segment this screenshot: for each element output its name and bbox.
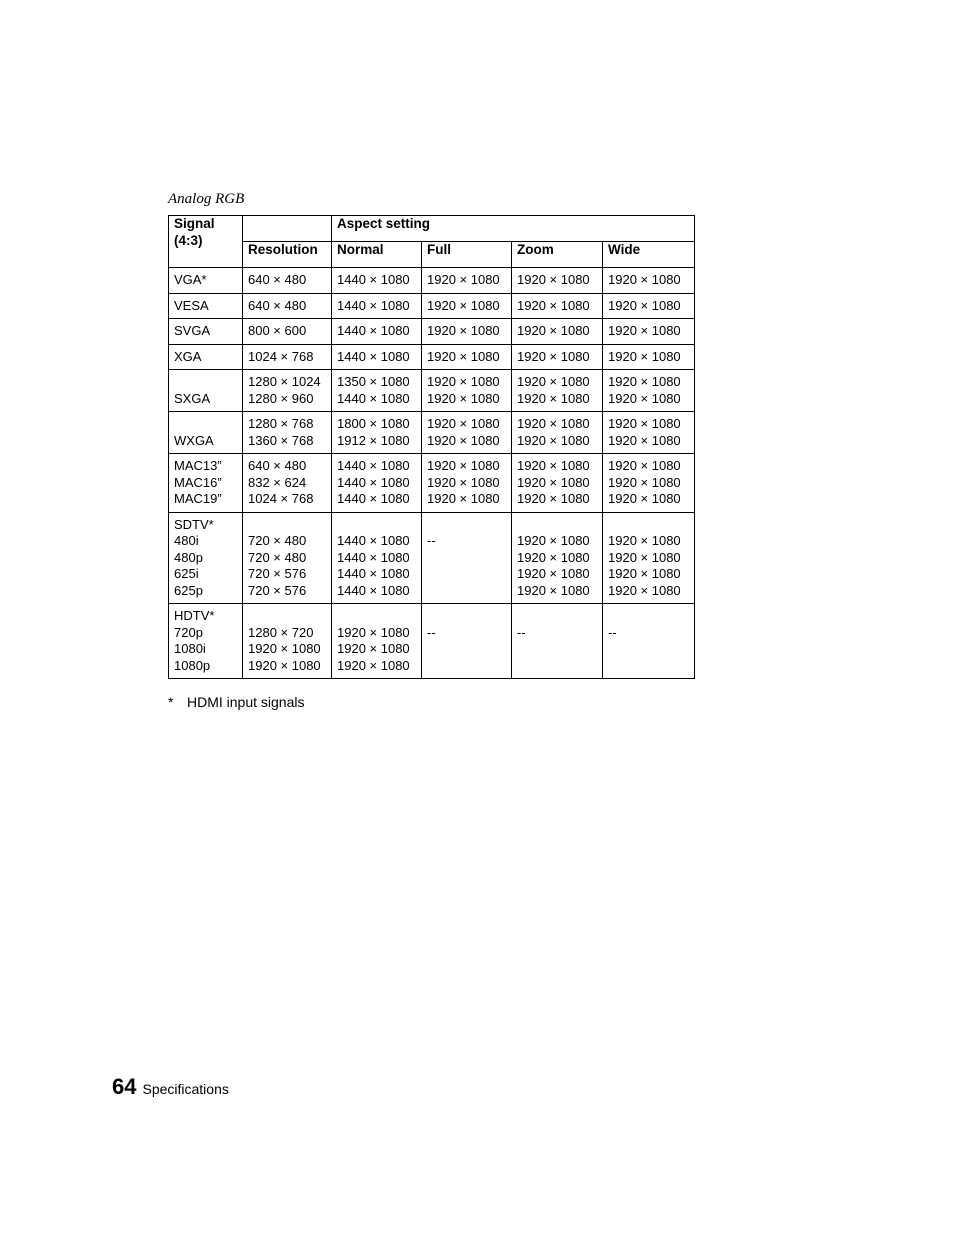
resolution-cell-line: 1360 × 768 xyxy=(248,432,314,448)
table-row xyxy=(169,370,695,412)
full-cell xyxy=(422,512,512,604)
table-row xyxy=(169,512,695,604)
normal-cell-line: 1440 × 1080 xyxy=(337,566,410,581)
resolution-cell xyxy=(243,604,332,679)
resolution-cell-line: 1280 × 960 xyxy=(248,390,314,406)
resolution-cell-line: 832 × 624 xyxy=(248,474,307,490)
table-row xyxy=(169,268,695,294)
full-cell xyxy=(422,268,512,294)
full-cell xyxy=(422,344,512,370)
footnote-marker: * xyxy=(168,694,174,710)
resolution-cell-line: 1024 × 768 xyxy=(248,348,314,364)
zoom-cell xyxy=(512,370,603,412)
zoom-cell-line: 1920 × 1080 xyxy=(517,348,590,364)
aspect-setting-header: Aspect setting xyxy=(332,216,695,242)
normal-cell-line: 1440 × 1080 xyxy=(337,474,410,490)
wide-column-header: Wide xyxy=(603,242,695,268)
resolution-cell-line: 800 × 600 xyxy=(248,323,307,338)
normal-cell-line: 1440 × 1080 xyxy=(337,533,410,548)
normal-cell-line: 1912 × 1080 xyxy=(337,432,410,448)
signal-cell-line: SXGA xyxy=(174,390,211,406)
signal-cell xyxy=(169,268,243,294)
normal-cell-line: 1440 × 1080 xyxy=(337,458,410,473)
wide-cell xyxy=(603,319,695,345)
signal-cell xyxy=(169,293,243,319)
signal-column-header: Signal (4:3) xyxy=(169,216,243,268)
resolution-cell xyxy=(243,412,332,454)
wide-cell-line: 1920 × 1080 xyxy=(608,491,681,506)
normal-cell xyxy=(332,370,422,412)
signal-cell-line: HDTV* xyxy=(174,608,215,623)
normal-cell-line: 1440 × 1080 xyxy=(337,491,410,506)
zoom-cell-line xyxy=(517,517,597,534)
wide-cell-line: 1920 × 1080 xyxy=(608,297,681,313)
table-row xyxy=(169,344,695,370)
full-cell xyxy=(422,370,512,412)
full-cell xyxy=(422,293,512,319)
wide-cell-line: 1920 × 1080 xyxy=(608,533,681,548)
signal-cell xyxy=(169,454,243,513)
normal-cell-line: 1440 × 1080 xyxy=(337,582,410,598)
full-cell-line: 1920 × 1080 xyxy=(427,416,500,431)
footnote-text: HDMI input signals xyxy=(187,694,305,710)
resolution-cell-line: 640 × 480 xyxy=(248,272,307,287)
normal-cell xyxy=(332,412,422,454)
table-caption: Analog RGB xyxy=(168,191,245,207)
table-row xyxy=(169,412,695,454)
zoom-cell-line: 1920 × 1080 xyxy=(517,323,590,338)
wide-cell-line: 1920 × 1080 xyxy=(608,549,681,565)
normal-cell xyxy=(332,319,422,345)
signal-cell xyxy=(169,512,243,604)
signal-cell xyxy=(169,370,243,412)
signal-cell xyxy=(169,319,243,345)
signal-cell-line: 480i xyxy=(174,533,199,548)
zoom-cell-line: -- xyxy=(517,624,526,640)
section-name: Specifications xyxy=(142,1081,229,1097)
aspect-settings-table xyxy=(168,215,695,679)
zoom-cell xyxy=(512,319,603,345)
signal-cell-line: XGA xyxy=(174,348,202,364)
page-number: 64 xyxy=(112,1074,137,1099)
normal-cell-line: 1440 × 1080 xyxy=(337,323,410,338)
signal-cell-line: WXGA xyxy=(174,432,214,448)
zoom-cell xyxy=(512,604,603,679)
signal-cell-line: 625i xyxy=(174,566,199,581)
wide-cell-line: 1920 × 1080 xyxy=(608,323,681,338)
wide-cell-line: 1920 × 1080 xyxy=(608,432,681,448)
resolution-cell xyxy=(243,293,332,319)
normal-cell-line: 1440 × 1080 xyxy=(337,272,410,287)
signal-cell-line: 1080p xyxy=(174,657,211,673)
signal-cell-line: SVGA xyxy=(174,323,211,338)
resolution-cell xyxy=(243,319,332,345)
wide-cell xyxy=(603,370,695,412)
full-cell-line: 1920 × 1080 xyxy=(427,323,500,338)
table-row xyxy=(169,319,695,345)
wide-cell-line: 1920 × 1080 xyxy=(608,566,681,581)
wide-cell xyxy=(603,512,695,604)
wide-cell xyxy=(603,344,695,370)
zoom-cell-line: 1920 × 1080 xyxy=(517,374,590,389)
normal-column-header: Normal xyxy=(332,242,422,268)
normal-cell-line: 1350 × 1080 xyxy=(337,374,410,389)
zoom-cell-line: 1920 × 1080 xyxy=(517,390,590,406)
signal-cell xyxy=(169,344,243,370)
blank-header-cell xyxy=(243,216,332,242)
table-body xyxy=(169,268,695,679)
signal-cell-line: VGA* xyxy=(174,272,207,287)
full-cell-line: 1920 × 1080 xyxy=(427,432,500,448)
resolution-cell-line xyxy=(248,517,326,534)
signal-cell-line: MAC16” xyxy=(174,474,222,490)
full-cell-line: 1920 × 1080 xyxy=(427,491,500,506)
page-footer xyxy=(112,1074,229,1100)
resolution-cell xyxy=(243,512,332,604)
resolution-cell xyxy=(243,370,332,412)
wide-cell xyxy=(603,604,695,679)
resolution-cell-line: 1280 × 768 xyxy=(248,416,314,431)
signal-cell-line: 480p xyxy=(174,549,203,565)
signal-cell-line xyxy=(174,416,237,433)
full-cell-line: 1920 × 1080 xyxy=(427,474,500,490)
zoom-cell-line xyxy=(517,608,597,625)
zoom-cell xyxy=(512,412,603,454)
full-column-header: Full xyxy=(422,242,512,268)
resolution-cell-line: 720 × 576 xyxy=(248,582,307,598)
zoom-cell-line: 1920 × 1080 xyxy=(517,491,590,506)
full-cell-line: 1920 × 1080 xyxy=(427,348,500,364)
full-cell-line xyxy=(427,517,506,534)
resolution-cell-line: 1024 × 768 xyxy=(248,491,314,506)
wide-cell-line: 1920 × 1080 xyxy=(608,416,681,431)
normal-cell-line: 1440 × 1080 xyxy=(337,348,410,364)
normal-cell xyxy=(332,512,422,604)
full-cell-line: 1920 × 1080 xyxy=(427,374,500,389)
wide-cell-line: 1920 × 1080 xyxy=(608,474,681,490)
resolution-cell-line: 640 × 480 xyxy=(248,297,307,313)
wide-cell-line: 1920 × 1080 xyxy=(608,348,681,364)
zoom-cell xyxy=(512,454,603,513)
wide-cell-line: 1920 × 1080 xyxy=(608,458,681,473)
wide-cell-line: 1920 × 1080 xyxy=(608,582,681,598)
full-cell-line: 1920 × 1080 xyxy=(427,272,500,287)
zoom-cell xyxy=(512,512,603,604)
resolution-cell-line: 1920 × 1080 xyxy=(248,641,321,656)
full-cell xyxy=(422,454,512,513)
zoom-column-header: Zoom xyxy=(512,242,603,268)
signal-cell-line: 1080i xyxy=(174,641,206,656)
full-cell-line: -- xyxy=(427,533,436,548)
resolution-cell-line: 1280 × 1024 xyxy=(248,374,321,389)
table-row xyxy=(169,454,695,513)
zoom-cell-line: 1920 × 1080 xyxy=(517,272,590,287)
normal-cell-line: 1440 × 1080 xyxy=(337,390,410,406)
zoom-cell-line: 1920 × 1080 xyxy=(517,549,590,565)
normal-cell-line: 1920 × 1080 xyxy=(337,657,410,673)
signal-cell-line: SDTV* xyxy=(174,516,214,532)
resolution-cell-line: 1920 × 1080 xyxy=(248,657,321,673)
zoom-cell xyxy=(512,293,603,319)
wide-cell xyxy=(603,268,695,294)
resolution-cell-line: 720 × 576 xyxy=(248,566,307,581)
signal-cell-line: VESA xyxy=(174,297,209,313)
zoom-cell-line: 1920 × 1080 xyxy=(517,458,590,473)
resolution-cell-line: 640 × 480 xyxy=(248,458,307,473)
resolution-cell xyxy=(243,268,332,294)
resolution-cell-line: 720 × 480 xyxy=(248,549,307,565)
zoom-cell xyxy=(512,268,603,294)
wide-cell-line xyxy=(608,517,689,534)
footnote xyxy=(168,694,305,710)
normal-cell-line: 1440 × 1080 xyxy=(337,549,410,565)
full-cell-line xyxy=(427,608,506,625)
wide-cell-line xyxy=(608,608,689,625)
resolution-column-header: Resolution xyxy=(243,242,332,268)
full-cell xyxy=(422,412,512,454)
signal-cell xyxy=(169,604,243,679)
wide-cell xyxy=(603,454,695,513)
resolution-cell-line: 720 × 480 xyxy=(248,533,307,548)
normal-cell-line xyxy=(337,608,416,625)
resolution-cell xyxy=(243,454,332,513)
normal-cell xyxy=(332,454,422,513)
full-cell xyxy=(422,604,512,679)
wide-cell xyxy=(603,412,695,454)
zoom-cell-line: 1920 × 1080 xyxy=(517,416,590,431)
normal-cell xyxy=(332,604,422,679)
signal-cell-line: MAC13” xyxy=(174,458,222,473)
signal-cell xyxy=(169,412,243,454)
resolution-cell-line xyxy=(248,608,326,625)
normal-cell-line: 1920 × 1080 xyxy=(337,624,410,640)
signal-cell-line: 720p xyxy=(174,624,203,640)
normal-cell-line: 1920 × 1080 xyxy=(337,641,410,656)
full-cell-line: -- xyxy=(427,624,436,640)
resolution-cell-line: 1280 × 720 xyxy=(248,624,314,640)
normal-cell xyxy=(332,268,422,294)
wide-cell-line: 1920 × 1080 xyxy=(608,390,681,406)
full-cell-line: 1920 × 1080 xyxy=(427,297,500,313)
normal-cell xyxy=(332,293,422,319)
wide-cell-line: -- xyxy=(608,624,617,640)
signal-cell-line: 625p xyxy=(174,582,203,598)
full-cell-line: 1920 × 1080 xyxy=(427,458,500,473)
signal-cell-line xyxy=(174,374,237,391)
table-row xyxy=(169,604,695,679)
normal-cell xyxy=(332,344,422,370)
wide-cell xyxy=(603,293,695,319)
wide-cell-line: 1920 × 1080 xyxy=(608,272,681,287)
table-row xyxy=(169,293,695,319)
normal-cell-line: 1800 × 1080 xyxy=(337,416,410,431)
normal-cell-line xyxy=(337,517,416,534)
zoom-cell-line: 1920 × 1080 xyxy=(517,566,590,581)
zoom-cell-line: 1920 × 1080 xyxy=(517,432,590,448)
normal-cell-line: 1440 × 1080 xyxy=(337,297,410,313)
full-cell xyxy=(422,319,512,345)
zoom-cell-line: 1920 × 1080 xyxy=(517,582,590,598)
zoom-cell xyxy=(512,344,603,370)
zoom-cell-line: 1920 × 1080 xyxy=(517,297,590,313)
zoom-cell-line: 1920 × 1080 xyxy=(517,474,590,490)
zoom-cell-line: 1920 × 1080 xyxy=(517,533,590,548)
wide-cell-line: 1920 × 1080 xyxy=(608,374,681,389)
resolution-cell xyxy=(243,344,332,370)
full-cell-line: 1920 × 1080 xyxy=(427,390,500,406)
signal-cell-line: MAC19” xyxy=(174,491,222,506)
